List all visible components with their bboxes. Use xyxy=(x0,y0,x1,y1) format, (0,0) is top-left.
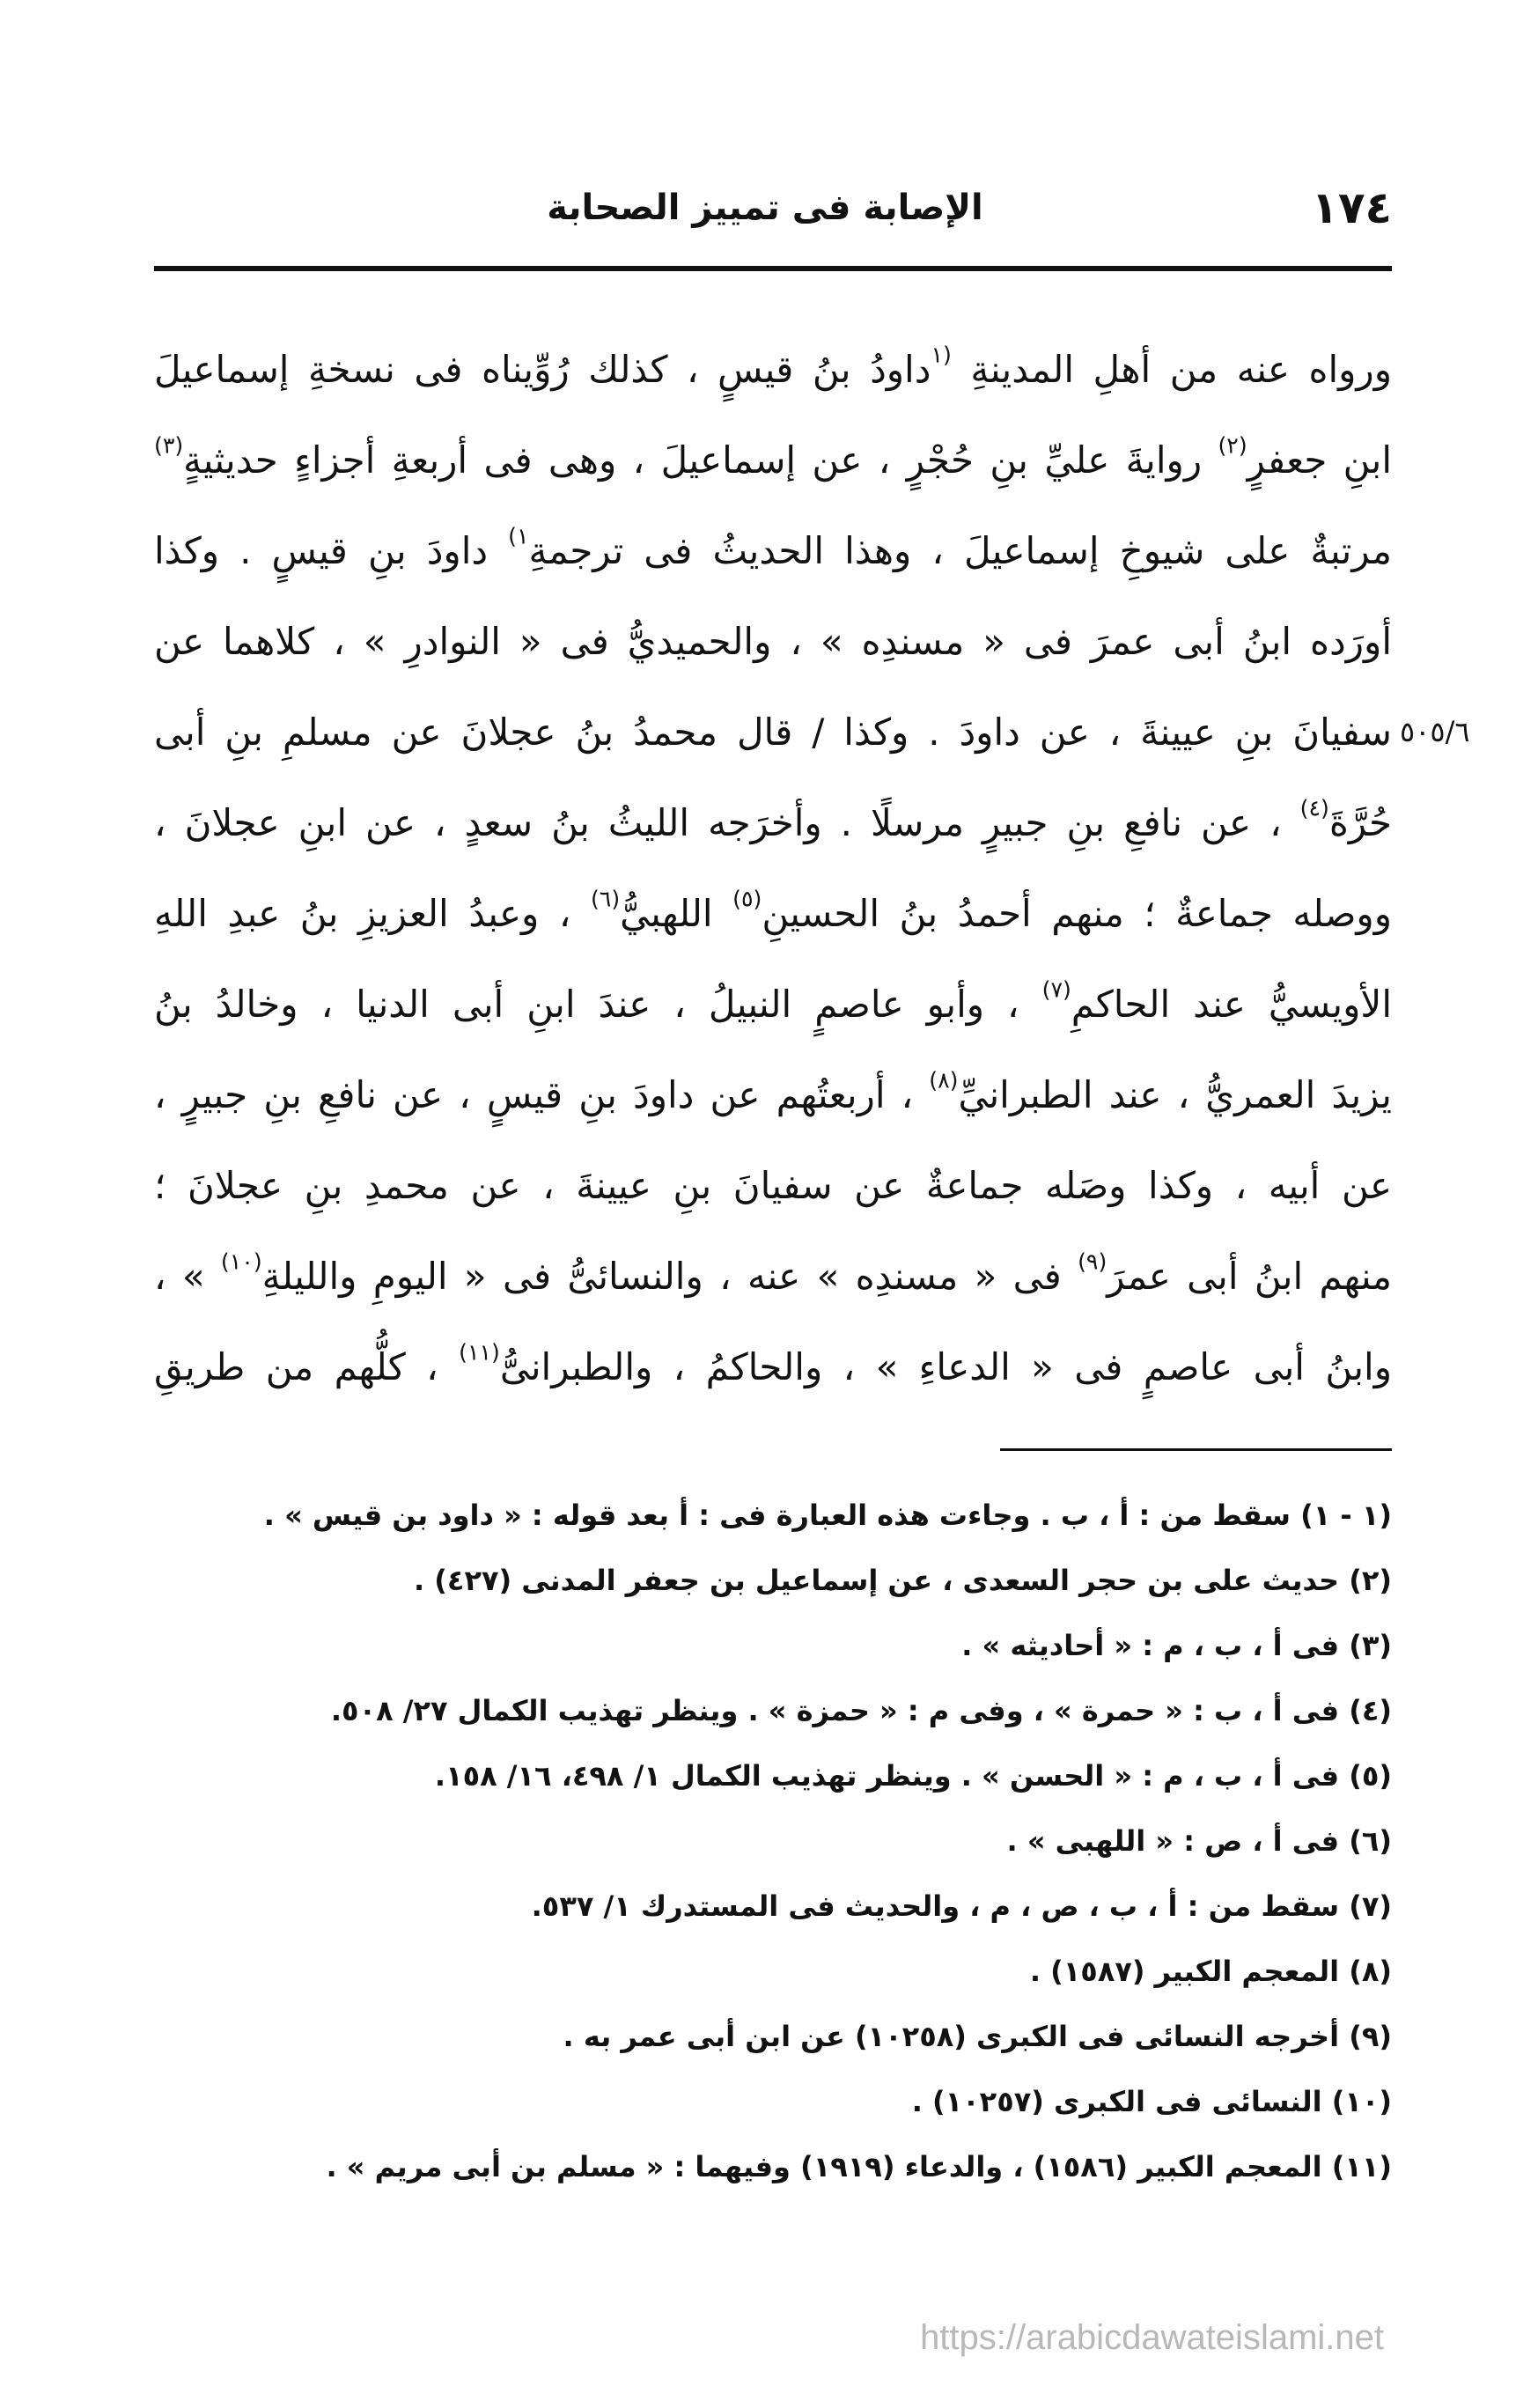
text-line xyxy=(154,687,1392,777)
text-segment: ، عن نافعِ بنِ جبيرٍ مرسلًا . وأخرَجه الليثُ بنُ سعدٍ ، عن ابنِ عجلانَ ، xyxy=(154,801,1300,844)
line-content xyxy=(154,1140,1392,1231)
footnote xyxy=(154,2134,1392,2199)
footnote-ref: (٨) xyxy=(929,1067,959,1094)
running-header xyxy=(154,176,1392,239)
text-line xyxy=(154,777,1392,868)
line-content xyxy=(154,1049,1392,1140)
text-line xyxy=(154,1231,1392,1322)
footnote-text: (٩) أخرجه النسائى فى الكبرى (١٠٢٥٨) عن ابن أبى عمر به . xyxy=(563,2020,1392,2053)
footnote-ref: (١ xyxy=(931,342,952,368)
text-segment: ، وعبدُ العزيزِ بنُ عبدِ اللهِ xyxy=(153,892,591,935)
footnote xyxy=(154,1743,1392,1808)
text-segment: يزيدَ العمريُّ ، عند الطبرانيِّ xyxy=(958,1073,1392,1116)
footnote-ref: (١١) xyxy=(459,1339,500,1366)
watermark-url: https://arabicdawateislami.net xyxy=(920,2318,1384,2357)
footnote-text: (١ - ١) سقط من : أ ، ب . وجاءت هذه العبارة فى : أ بعد قوله : « داود بن قيس » . xyxy=(263,1499,1392,1532)
footnote-text: (٦) فى أ ، ص : « اللهبى » . xyxy=(1006,1824,1392,1858)
footnote-ref: (٧) xyxy=(1041,976,1071,1003)
footnote xyxy=(154,1483,1392,1548)
line-content xyxy=(154,1231,1392,1322)
text-segment: عن أبيه ، وكذا وصَله جماعةٌ عن سفيانَ بنِ عيينةَ ، عن محمدِ بنِ عجلانَ ؛ xyxy=(154,1164,1392,1207)
header-rule xyxy=(154,266,1392,271)
text-segment: فى « مسندِه » عنه ، والنسائىُّ فى « اليومِ والليلةِ xyxy=(261,1255,1078,1298)
text-line xyxy=(154,1049,1392,1140)
footnote-text: (١٠) النسائى فى الكبرى (١٠٢٥٧) . xyxy=(911,2085,1392,2118)
main-text xyxy=(154,324,1392,1412)
text-segment: ووصله جماعةٌ ؛ منهم أحمدُ بنُ الحسينِ xyxy=(762,892,1392,935)
footnote-ref: (٥) xyxy=(732,886,762,912)
text-line xyxy=(154,596,1392,687)
footnote-text: (٨) المعجم الكبير (١٥٨٧) . xyxy=(1029,1955,1392,1988)
footnote-text: (٧) سقط من : أ ، ب ، ص ، م ، والحديث فى المستدرك ١/ ٥٣٧. xyxy=(531,1889,1392,1923)
text-line xyxy=(154,959,1392,1049)
footnote xyxy=(154,1808,1392,1874)
footnote xyxy=(154,1548,1392,1613)
text-segment: روايةَ عليِّ بنِ حُجْرٍ ، عن إسماعيلَ ، وهى فى أربعةِ أجزاءٍ حديثيةٍ xyxy=(183,438,1218,482)
text-segment: ابنِ جعفرٍ xyxy=(1247,438,1392,482)
text-segment: وابنُ أبى عاصمٍ فى « الدعاءِ » ، والحاكمُ ، والطبرانىُّ xyxy=(499,1345,1392,1388)
line-content xyxy=(154,415,1392,505)
text-segment: ، وأبو عاصمٍ النبيلُ ، عندَ ابنِ أبى الدنيا ، وخالدُ بنُ xyxy=(154,983,1042,1026)
text-segment: داودَ بنِ قيسٍ . وكذا xyxy=(154,529,509,572)
line-content xyxy=(154,1322,1392,1412)
footnote xyxy=(154,1613,1392,1678)
footnote-ref: (٢) xyxy=(1218,432,1247,459)
text-line xyxy=(154,868,1392,959)
footnote-separator xyxy=(1000,1448,1392,1451)
margin-page-reference: ٥٠٥/٦ xyxy=(1400,715,1470,748)
line-content xyxy=(154,505,1392,596)
footnote-ref: (٣) xyxy=(153,432,184,459)
line-content xyxy=(154,959,1392,1049)
text-line xyxy=(154,1140,1392,1231)
text-segment: أورَده ابنُ أبى عمرَ فى « مسندِه » ، والحميديُّ فى « النوادرِ » ، كلاهما عن xyxy=(154,620,1392,663)
footnote-text: (٣) فى أ ، ب ، م : « أحاديثه » . xyxy=(961,1629,1392,1662)
footnote-ref: (١٠) xyxy=(220,1248,262,1275)
text-segment: مرتبةٌ على شيوخِ إسماعيلَ ، وهذا الحديثُ فى ترجمةِ xyxy=(528,529,1392,572)
text-line xyxy=(154,505,1392,596)
text-segment: ، كلُّهم من طريقِ xyxy=(154,1345,460,1388)
text-segment: منهم ابنُ أبى عمرَ xyxy=(1107,1255,1392,1298)
line-content xyxy=(154,868,1392,959)
text-segment: » ، xyxy=(153,1255,221,1298)
footnote-ref: ١) xyxy=(508,523,529,549)
footnote xyxy=(154,1874,1392,1939)
footnote xyxy=(154,1939,1392,2004)
text-segment: حُرَّةَ xyxy=(1328,801,1392,844)
line-content xyxy=(154,777,1392,868)
text-segment: اللهبيُّ xyxy=(620,892,733,935)
text-line xyxy=(154,1322,1392,1412)
line-content xyxy=(154,596,1392,687)
running-title: الإصابة فى تمييز الصحابة xyxy=(547,188,983,228)
footnote-text: (٤) فى أ ، ب : « حمرة » ، وفى م : « حمزة » . وينظر تهذيب الكمال ٢٧/ ٥٠٨. xyxy=(330,1694,1392,1727)
footnote-text: (١١) المعجم الكبير (١٥٨٦) ، والدعاء (١٩١٩) وفيهما : « مسلم بن أبى مريم » . xyxy=(326,2150,1392,2183)
footnote xyxy=(154,2069,1392,2134)
text-line xyxy=(154,324,1392,415)
footnote-ref: (٦) xyxy=(590,886,621,912)
line-content xyxy=(154,324,1392,415)
text-line xyxy=(154,415,1392,505)
text-segment: داودُ بنُ قيسٍ ، كذلك رُوِّيناه فى نسخةِ إسماعيلَ xyxy=(154,348,931,391)
text-segment: الأويسيُّ عند الحاكمِ xyxy=(1071,983,1392,1026)
footnote-text: (٥) فى أ ، ب ، م : « الحسن » . وينظر تهذيب الكمال ١/ ٤٩٨، ١٦/ ١٥٨. xyxy=(434,1759,1392,1793)
footnote xyxy=(154,2004,1392,2069)
footnote xyxy=(154,1678,1392,1743)
line-content xyxy=(154,687,1392,777)
footnote-text: (٢) حديث على بن حجر السعدى ، عن إسماعيل بن جعفر المدنى (٤٢٧) . xyxy=(414,1564,1392,1597)
footnotes xyxy=(154,1483,1392,2199)
footnote-ref: (٤) xyxy=(1299,795,1329,821)
text-segment: ورواه عنه من أهلِ المدينةِ xyxy=(951,348,1392,391)
text-segment: ، أربعتُهم عن داودَ بنِ قيسٍ ، عن نافعِ بنِ جبيرٍ ، xyxy=(154,1073,930,1116)
page-number: ١٧٤ xyxy=(1311,182,1392,233)
footnote-ref: (٩) xyxy=(1078,1248,1108,1275)
text-segment: سفيانَ بنِ عيينةَ ، عن داودَ . وكذا / قال محمدُ بنُ عجلانَ عن مسلمِ بنِ أبى xyxy=(154,711,1392,754)
